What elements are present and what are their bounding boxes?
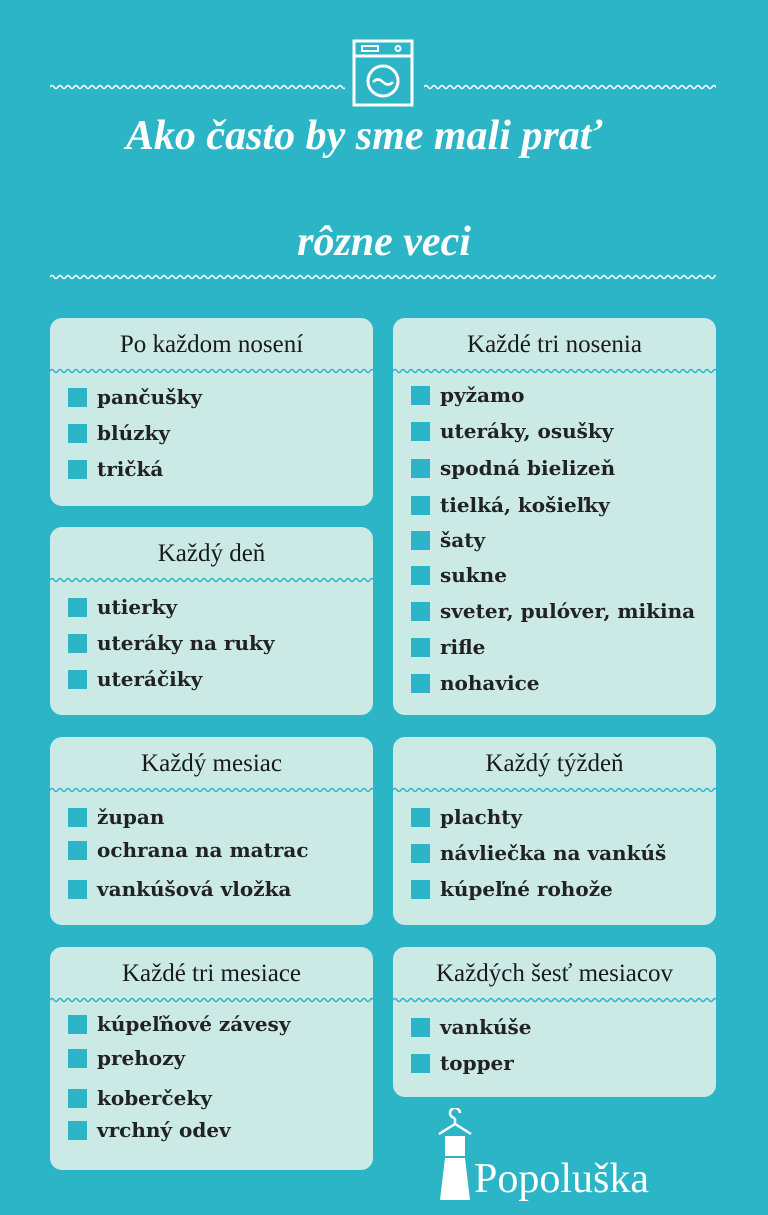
checkbox-icon <box>411 808 430 827</box>
checkbox-icon <box>68 670 87 689</box>
card-every-three-months <box>50 947 373 1170</box>
card-every-month <box>50 737 373 925</box>
card-title: Každých šesť mesiacov <box>436 960 673 987</box>
card-title: Každé tri mesiace <box>121 960 302 987</box>
list-item: prehozy <box>68 1046 185 1070</box>
checkbox-icon <box>68 841 87 860</box>
card-every-week <box>393 737 716 925</box>
checkbox-icon <box>411 602 430 621</box>
list-item: šaty <box>411 528 485 552</box>
list-item: návliečka na vankúš <box>411 841 666 865</box>
card-wave <box>393 366 716 376</box>
card-title: Po každom nosení <box>119 331 304 358</box>
checkbox-icon <box>68 598 87 617</box>
list-item: pančušky <box>68 385 202 409</box>
list-item: spodná bielizeň <box>411 456 615 480</box>
checkbox-icon <box>68 1089 87 1108</box>
checkbox-icon <box>68 388 87 407</box>
list-item: uteráky, osušky <box>411 419 613 443</box>
list-item: koberčeky <box>68 1086 212 1110</box>
checkbox-icon <box>411 880 430 899</box>
checkbox-icon <box>411 638 430 657</box>
card-title: Každý mesiac <box>141 750 282 777</box>
header-wave-bottom <box>50 272 716 282</box>
checkbox-icon <box>411 496 430 515</box>
checkbox-icon <box>411 844 430 863</box>
page-title-line2: rôzne veci <box>297 219 471 265</box>
checkbox-icon <box>68 634 87 653</box>
list-item: utierky <box>68 595 177 619</box>
list-item: sveter, pulóver, mikina <box>411 599 695 623</box>
list-item: sukne <box>411 563 507 587</box>
card-wave <box>50 785 373 795</box>
list-item: topper <box>411 1051 514 1075</box>
card-wave <box>50 995 373 1005</box>
list-item: blúzky <box>68 421 170 445</box>
checkbox-icon <box>411 459 430 478</box>
list-item: uteráčiky <box>68 667 202 691</box>
list-item: tričká <box>68 457 163 481</box>
checkbox-icon <box>411 1018 430 1037</box>
card-after-each-wear <box>50 318 373 506</box>
card-title: Každý deň <box>157 540 266 567</box>
checkbox-icon <box>68 1049 87 1068</box>
dress-hanger-icon <box>436 1108 474 1202</box>
checkbox-icon <box>411 422 430 441</box>
list-item: kúpeľňové závesy <box>68 1012 290 1036</box>
card-title: Každé tri nosenia <box>467 331 642 358</box>
page-title-line1: Ako často by sme mali prať <box>125 113 603 159</box>
list-item: uteráky na ruky <box>68 631 274 655</box>
card-title: Každý týždeň <box>485 750 624 777</box>
list-item: ochrana na matrac <box>68 838 309 862</box>
list-item: vrchný odev <box>68 1118 231 1142</box>
checkbox-icon <box>68 880 87 899</box>
list-item: tielká, košieľky <box>411 493 610 517</box>
checkbox-icon <box>68 808 87 827</box>
checkbox-icon <box>68 1015 87 1034</box>
header-wave-right <box>424 82 716 92</box>
card-every-three-wears <box>393 318 716 715</box>
card-wave <box>393 785 716 795</box>
checkbox-icon <box>411 566 430 585</box>
list-item: rifle <box>411 635 485 659</box>
checkbox-icon <box>411 531 430 550</box>
checkbox-icon <box>411 1054 430 1073</box>
list-item: pyžamo <box>411 383 524 407</box>
card-wave <box>50 575 373 585</box>
card-wave <box>50 366 373 376</box>
card-every-day <box>50 527 373 715</box>
checkbox-icon <box>411 674 430 693</box>
list-item: plachty <box>411 805 522 829</box>
checkbox-icon <box>68 424 87 443</box>
checkbox-icon <box>68 1121 87 1140</box>
list-item: kúpeľné rohože <box>411 877 613 901</box>
list-item: vankúšová vložka <box>68 877 291 901</box>
list-item: vankúše <box>411 1015 532 1039</box>
header-wave-left <box>50 82 345 92</box>
washing-machine-icon <box>352 39 414 107</box>
checkbox-icon <box>68 460 87 479</box>
list-item: nohavice <box>411 671 540 695</box>
card-every-six-months <box>393 947 716 1097</box>
card-wave <box>393 995 716 1005</box>
list-item: župan <box>68 805 164 829</box>
checkbox-icon <box>411 386 430 405</box>
brand-name: Popoluška <box>474 1156 650 1202</box>
